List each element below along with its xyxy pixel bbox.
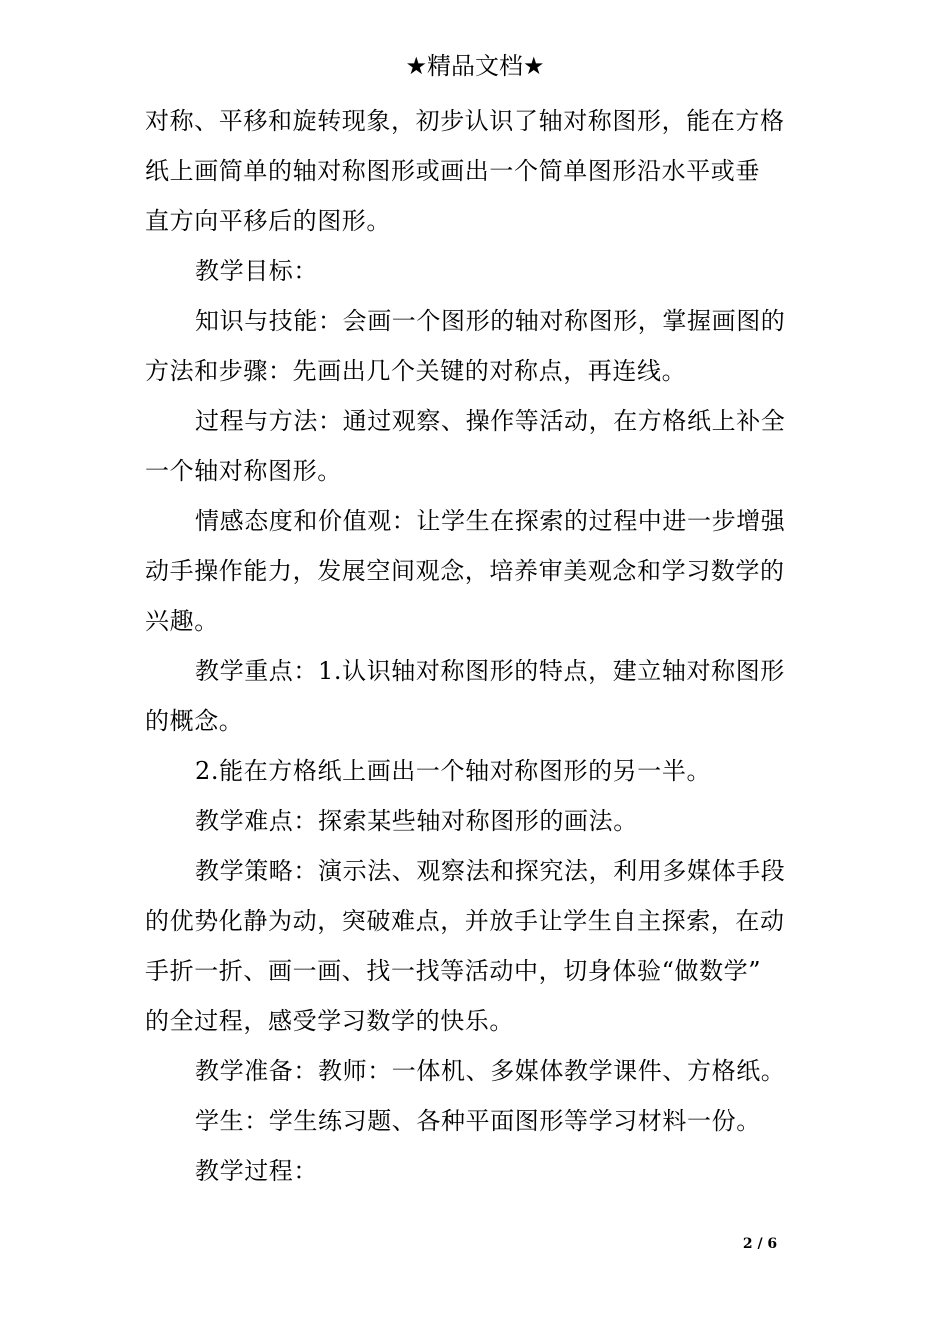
paragraph-line: 过程与方法：通过观察、操作等活动，在方格纸上补全 xyxy=(195,407,786,435)
paragraph-line: 的优势化静为动，突破难点，并放手让学生自主探索，在动 xyxy=(145,907,785,935)
paragraph-line: 的全过程，感受学习数学的快乐。 xyxy=(145,1007,514,1035)
paragraph-line: 学生：学生练习题、各种平面图形等学习材料一份。 xyxy=(195,1107,761,1135)
paragraph-line: 教学重点：1.认识轴对称图形的特点，建立轴对称图形 xyxy=(195,657,785,685)
paragraph-line: 的概念。 xyxy=(145,707,244,735)
paragraph-line: 兴趣。 xyxy=(145,607,219,635)
document-body xyxy=(145,96,810,1196)
paragraph-line: 教学策略：演示法、观察法和探究法，利用多媒体手段 xyxy=(195,857,786,885)
paragraph-line: 方法和步骤：先画出几个关键的对称点，再连线。 xyxy=(145,357,687,385)
paragraph-line: 教学准备：教师：一体机、多媒体教学课件、方格纸。 xyxy=(195,1057,786,1085)
paragraph-line: 情感态度和价值观：让学生在探索的过程中进一步增强 xyxy=(195,507,786,535)
paragraph-line: 手折一折、画一画、找一找等活动中，切身体验“做数学” xyxy=(145,957,762,985)
document-header-title: ★精品文档★ xyxy=(405,52,545,80)
paragraph-line: 直方向平移后的图形。 xyxy=(145,207,391,235)
paragraph-line: 一个轴对称图形。 xyxy=(145,457,342,485)
paragraph-line: 知识与技能：会画一个图形的轴对称图形，掌握画图的 xyxy=(195,307,786,335)
paragraph-line: 教学难点：探索某些轴对称图形的画法。 xyxy=(195,807,638,835)
page-number: 2 / 6 xyxy=(742,1236,778,1252)
section-heading-teaching-goals: 教学目标： xyxy=(195,257,318,285)
paragraph-line: 动手操作能力，发展空间观念，培养审美观念和学习数学的 xyxy=(145,557,785,585)
paragraph-line: 纸上画简单的轴对称图形或画出一个简单图形沿水平或垂 xyxy=(145,157,760,185)
paragraph-line: 对称、平移和旋转现象，初步认识了轴对称图形，能在方格 xyxy=(145,107,785,135)
paragraph-line: 2.能在方格纸上画出一个轴对称图形的另一半。 xyxy=(195,757,712,785)
section-heading-teaching-process: 教学过程： xyxy=(195,1157,318,1185)
